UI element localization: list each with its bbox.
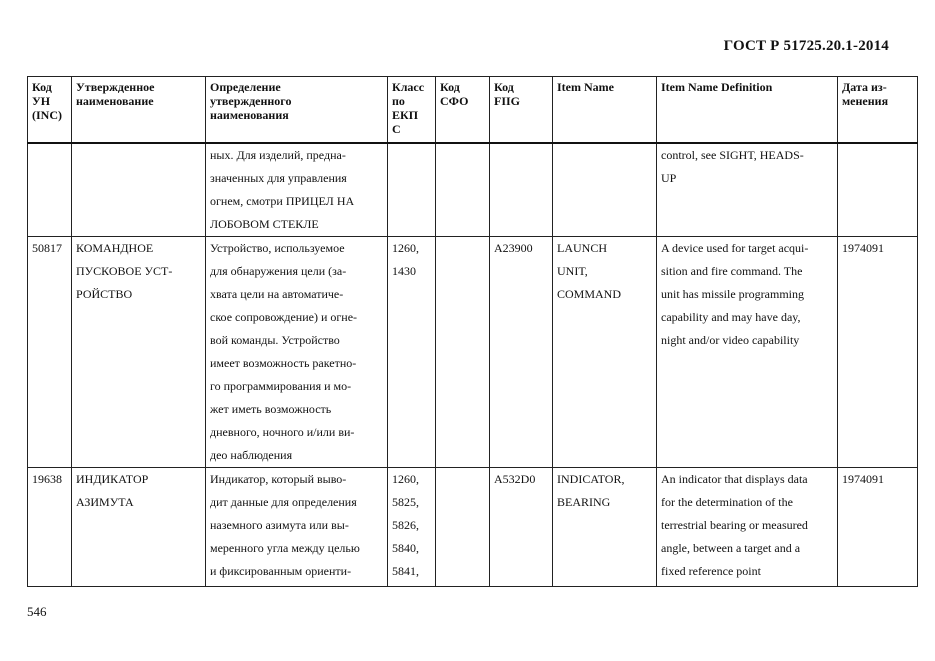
column-header-class [388,77,436,144]
item-definition-cell [657,143,838,237]
column-header-approved-name [72,77,206,144]
header-text-line: наименование [76,94,154,108]
header-text-line: (INC) [32,108,62,122]
column-header-item-definition [657,77,838,144]
table-row [28,468,918,587]
cell-text-line: наземного азимута или вы- [210,518,349,532]
cell-text-line: АЗИМУТА [76,495,134,509]
cell-text-line: UNIT, [557,264,588,278]
table-header-row [28,77,918,144]
cell-text-line: ЛОБОВОМ СТЕКЛЕ [210,217,319,231]
cell-text-line: ское сопровождение) и огне- [210,310,358,324]
cell-text-line: дит данные для определения [210,495,357,509]
document-standard-header: ГОСТ Р 51725.20.1-2014 [723,38,889,54]
cell-text-line: 19638 [32,472,62,486]
header-text-line: СФО [440,94,469,108]
cell-text-line: ИНДИКАТОР [76,472,149,486]
change-date-cell [838,237,918,468]
cell-text-line: хвата цели на автоматиче- [210,287,344,301]
cell-text-line: огнем, смотри ПРИЦЕЛ НА [210,194,355,208]
header-text-line: Дата из- [842,80,887,94]
cell-text-line: An indicator that displays data [661,472,808,486]
cell-text-line: 50817 [32,241,62,255]
sfo-code-cell [436,468,490,587]
cell-text-line: ПУСКОВОЕ УСТ- [76,264,173,278]
cell-text-line: A device used for target acqui- [661,241,809,255]
approved-name-cell [72,143,206,237]
cell-text-line: для обнаружения цели (за- [210,264,347,278]
page-number: 546 [27,604,47,619]
table-row [28,143,918,237]
definition-cell [206,143,388,237]
cell-text-line: значенных для управления [210,171,347,185]
definition-cell [206,468,388,587]
header-text-line: Класс [392,80,425,94]
cell-text-line: дневного, ночного и/или ви- [210,425,355,439]
cell-text-line: BEARING [557,495,611,509]
cell-text-line: и фиксированным ориенти- [210,564,352,578]
column-header-sfo-code [436,77,490,144]
fiig-code-cell [490,143,553,237]
cell-text-line: for the determination of the [661,495,793,509]
cell-text-line: жет иметь возможность [210,402,332,416]
cell-text-line: вой команды. Устройство [210,333,340,347]
change-date-cell [838,143,918,237]
cell-text-line: unit has missile programming [661,287,804,301]
inc-code-cell [28,468,72,587]
cell-text-line: 1974091 [842,472,884,486]
column-header-inc-code [28,77,72,144]
cell-text-line: Индикатор, который выво- [210,472,347,486]
cell-text-line: го программирования и мо- [210,379,352,393]
cell-text-line: 5840, [392,541,419,555]
inc-code-cell [28,237,72,468]
header-text-line: Код [440,80,460,94]
cell-text-line: INDICATOR, [557,472,625,486]
cell-text-line: Устройство, используемое [210,241,345,255]
cell-text-line: angle, between a target and a [661,541,801,555]
cell-text-line: имеет возможность ракетно- [210,356,357,370]
cell-text-line: night and/or video capability [661,333,800,347]
cell-text-line: 1974091 [842,241,884,255]
header-text-line: С [392,122,401,136]
class-cell [388,237,436,468]
header-text-line: по [392,94,405,108]
cell-text-line: LAUNCH [557,241,607,255]
item-name-cell [553,237,657,468]
fiig-code-cell [490,237,553,468]
header-text-line: Код [32,80,52,94]
cell-text-line: COMMAND [557,287,622,301]
cell-text-line: 1430 [392,264,416,278]
cell-text-line: ных. Для изделий, предна- [210,148,346,162]
header-text-line: Утвержденное [76,80,155,94]
approved-name-cell [72,468,206,587]
fiig-code-cell [490,468,553,587]
item-name-cell [553,143,657,237]
header-text-line: FIIG [494,94,521,108]
column-header-fiig-code [490,77,553,144]
column-header-change-date [838,77,918,144]
item-definition-cell [657,237,838,468]
header-text-line: УН [32,94,51,108]
cell-text-line: 5841, [392,564,419,578]
cell-text-line: sition and fire command. The [661,264,803,278]
change-date-cell [838,468,918,587]
cell-text-line: control, see SIGHT, HEADS- [661,148,804,162]
header-text-line: Item Name Definition [661,80,773,94]
header-text-line: ЕКП [392,108,419,122]
header-text-line: утвержденного [210,94,292,108]
cell-text-line: 1260, [392,241,419,255]
cell-text-line: fixed reference point [661,564,761,578]
definition-cell [206,237,388,468]
cell-text-line: 1260, [392,472,419,486]
sfo-code-cell [436,143,490,237]
cell-text-line: РОЙСТВО [76,287,133,301]
header-text-line: Код [494,80,514,94]
item-name-cell [553,468,657,587]
class-cell [388,143,436,237]
inc-code-cell [28,143,72,237]
sfo-code-cell [436,237,490,468]
cell-text-line: A23900 [494,241,533,255]
cell-text-line: A532D0 [494,472,536,486]
classification-table [27,76,918,587]
column-header-definition [206,77,388,144]
cell-text-line: 5825, [392,495,419,509]
class-cell [388,468,436,587]
cell-text-line: capability and may have day, [661,310,801,324]
approved-name-cell [72,237,206,468]
cell-text-line: UP [661,171,677,185]
header-text-line: менения [842,94,889,108]
column-header-item-name [553,77,657,144]
item-definition-cell [657,468,838,587]
header-text-line: Определение [210,80,281,94]
header-text-line: наименования [210,108,289,122]
cell-text-line: меренного угла между целью [210,541,360,555]
header-text-line: Item Name [557,80,614,94]
table-row [28,237,918,468]
cell-text-line: КОМАНДНОЕ [76,241,154,255]
cell-text-line: terrestrial bearing or measured [661,518,808,532]
cell-text-line: део наблюдения [210,448,293,462]
cell-text-line: 5826, [392,518,419,532]
